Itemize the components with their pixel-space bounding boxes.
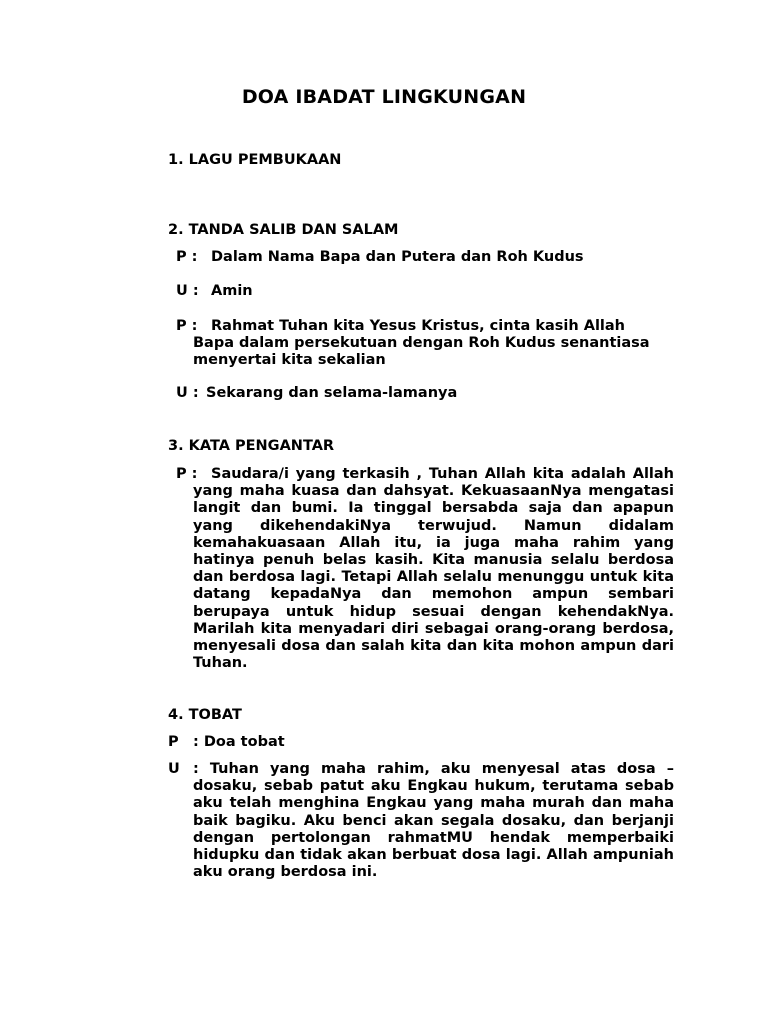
liturgy-line: Dalam Nama Bapa dan Putera dan Roh Kudus	[211, 249, 584, 265]
section-heading-tobat: 4. TOBAT	[168, 707, 242, 723]
speaker-marker: U	[168, 761, 180, 777]
speaker-marker: P :	[176, 249, 198, 265]
section-heading-kata-pengantar: 3. KATA PENGANTAR	[168, 438, 335, 454]
speaker-marker: U :	[176, 283, 199, 299]
speaker-marker: U :	[176, 385, 199, 401]
liturgy-line: Amin	[211, 283, 253, 299]
liturgy-paragraph: Saudara/i yang terkasih , Tuhan Allah kita adalah Allah yang maha kuasa dan dahsyat. KekuasaanNya mengatasi langit dan bumi. Ia tinggal bersabda saja dan apapun yang dikehendakiNya terwujud. Namun didalam kemahakuasaan Allah itu, ia juga maha rahim yang hatinya penuh belas kasih. Kita manusia selalu berdosa dan berdosa lagi. Tetapi Allah selalu menunggu untuk kita datang kepadaNya dan memohon ampun sembari berupaya untuk hidup sesuai dengan kehendakNya. Marilah kita menyadari diri sebagai orang-orang berdosa, menyesali dosa dan salah kita dan kita mohon ampun dari Tuhan.	[193, 466, 674, 672]
speaker-marker: P :	[176, 318, 198, 334]
liturgy-paragraph: Rahmat Tuhan kita Yesus Kristus, cinta kasih Allah Bapa dalam persekutuan dengan Roh Kudus senantiasa menyertai kita sekalian	[193, 318, 650, 369]
speaker-marker: P	[168, 734, 179, 750]
prayer-paragraph: : Tuhan yang maha rahim, aku menyesal atas dosa – dosaku, sebab patut aku Engkau hukum, terutama sebab aku telah menghina Engkau yang maha murah dan maha baik bagiku. Aku benci akan segala dosaku, dan berjanji dengan pertolongan rahmatMU hendak memperbaiki hidupku dan tidak akan berbuat dosa lagi. Allah ampuniah aku orang berdosa ini.	[193, 761, 674, 881]
liturgy-line: Sekarang dan selama-lamanya	[206, 385, 458, 401]
liturgy-line: : Doa tobat	[193, 734, 285, 750]
section-heading-tanda-salib: 2. TANDA SALIB DAN SALAM	[168, 222, 399, 238]
section-heading-lagu-pembukaan: 1. LAGU PEMBUKAAN	[168, 152, 342, 168]
speaker-marker: P :	[176, 466, 198, 482]
page-title: DOA IBADAT LINGKUNGAN	[241, 86, 527, 108]
